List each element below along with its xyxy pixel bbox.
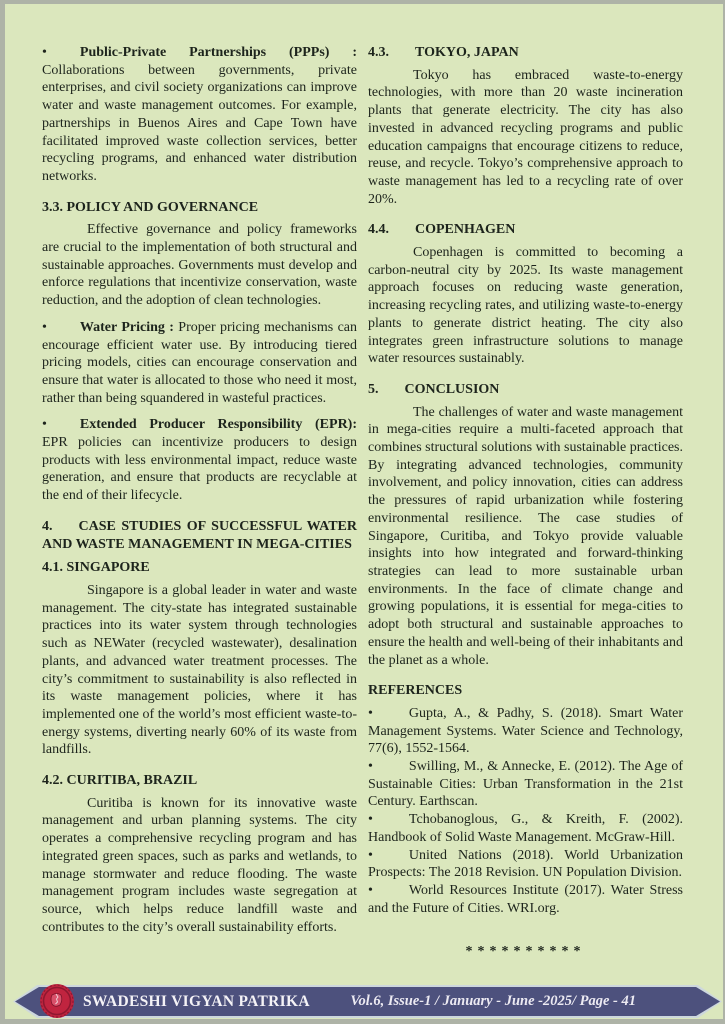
bullet-item-ppp: [42, 44, 357, 186]
section-title: COPENHAGEN: [415, 222, 516, 238]
bullet-marker: •: [368, 759, 373, 775]
section-number: 4.3.: [368, 45, 389, 60]
section-title: TOKYO, JAPAN: [415, 45, 519, 60]
reference-item: [368, 705, 683, 758]
bullet-marker: •: [42, 45, 47, 60]
footer-banner: [13, 985, 722, 1018]
bullet-item-water-pricing: [42, 319, 357, 408]
bullet-text: EPR policies can incentivize producers to design products with less environmental impact, reduce waste generation, and ensure that products are recyclable at the end of their lifecycle.: [42, 435, 357, 504]
page-body: [42, 44, 687, 975]
issue-page-info: Vol.6, Issue-1 / January - June -2025/ Page - 41: [350, 993, 636, 1009]
bullet-lead: Water Pricing :: [79, 319, 174, 335]
bullet-item-epr: [42, 416, 357, 505]
section-number: 5.: [368, 381, 379, 397]
section-number: 4.: [42, 518, 53, 534]
section-heading-3-3: 3.3. POLICY AND GOVERNANCE: [42, 199, 259, 215]
section-heading-4-3: [368, 44, 683, 62]
reference-item: [368, 882, 683, 917]
paragraph-curitiba: Curitiba is known for its innovative waste management and urban planning systems. The city operates a comprehensive recycling program and has integrated green spaces, such as parks and wetlands, to manage stormwater and reduce flooding. The waste management program includes waste segregation at source, which helps reduce landfill waste and contributes to the city’s overall sustainability efforts.: [42, 795, 357, 935]
bullet-marker: •: [368, 812, 373, 828]
reference-item: [368, 758, 683, 811]
reference-text: World Resources Institute (2017). Water Stress and the Future of Cities. WRI.org.: [368, 882, 683, 916]
bullet-text: Collaborations between governments, private enterprises, and civil society organizations can improve water and waste management outcomes. For example, partnerships in Buenos Aires and Cape Town have facilitated improved waste collection services, better recycling programs, and enhanced water distribution networks.: [42, 62, 357, 184]
journal-name: SWADESHI VIGYAN PATRIKA: [83, 992, 310, 1010]
reference-item: [368, 811, 683, 846]
section-heading-4: [42, 518, 357, 553]
reference-text: Gupta, A., & Padhy, S. (2018). Smart Water Management Systems. Water Science and Technology, 77(6), 1552-1564.: [368, 705, 683, 757]
bullet-marker: •: [368, 705, 373, 721]
paragraph-tokyo: Tokyo has embraced waste-to-energy technologies, with more than 20 waste incineration plants that generate electricity. The city has also invested in advanced recycling programs and public education campaigns that encourage citizens to reduce, reuse, and recycle. Tokyo’s comprehensive approach to waste management has led to a recycling rate of over 20%.: [368, 67, 683, 207]
journal-logo-icon: [39, 983, 75, 1019]
section-title: CONCLUSION: [404, 381, 500, 397]
bullet-text: Proper pricing mechanisms can encourage efficient water use. By introducing tiered pricing models, cities can encourage conservation and ensure that water is allocated to those who need it most, rather than being squandered in wasteful practices.: [42, 319, 358, 406]
section-heading-4-2: 4.2. CURITIBA, BRAZIL: [42, 773, 198, 789]
bullet-marker: •: [42, 319, 47, 335]
reference-item: [368, 847, 683, 882]
paragraph-conclusion: The challenges of water and waste management in mega-cities require a multi-faceted approach that combines structural solutions with sustainable practices. By integrating advanced technologies, community involvement, and policy innovation, cities can address the pressures of rapid urbanization while fostering environmental resilience. The case studies of Singapore, Curitiba, and Tokyo provide valuable insights into how integrated and forward-thinking strategies can lead to more sustainable urban environments. In the face of climate change and growing populations, it is essential for mega-cities to adopt both structural and sustainable approaches to ensure the health and well-being of their inhabitants and the planet as a whole.: [368, 404, 683, 668]
reference-text: United Nations (2018). World Urbanization Prospects: The 2018 Revision. UN Population Division.: [368, 847, 683, 881]
reference-text: Swilling, M., & Annecke, E. (2012). The Age of Sustainable Cities: Urban Transformation in the 21st Century. Earthscan.: [368, 759, 683, 810]
section-heading-5: [368, 381, 683, 399]
section-title: CASE STUDIES OF SUCCESSFUL WATER AND WASTE MANAGEMENT IN MEGA-CITIES: [42, 518, 357, 552]
bullet-marker: •: [368, 847, 373, 863]
right-column: [368, 44, 683, 975]
bullet-lead: Extended Producer Responsibility (EPR):: [79, 417, 357, 433]
journal-page: [5, 4, 723, 1019]
paragraph-policy: Effective governance and policy frameworks are crucial to the implementation of both structural and sustainable approaches. Governments must develop and enforce regulations that incentivize conservation, waste reduction, and the adoption of clean technologies.: [42, 222, 357, 309]
section-heading-4-4: [368, 221, 683, 239]
bullet-lead: Public-Private Partnerships (PPPs) :: [79, 45, 357, 60]
section-number: 4.4.: [368, 222, 389, 238]
bullet-marker: •: [368, 882, 373, 898]
bullet-marker: •: [42, 417, 47, 433]
left-column: [42, 44, 357, 975]
reference-text: Tchobanoglous, G., & Kreith, F. (2002). Handbook of Solid Waste Management. McGraw-Hill.: [368, 812, 683, 845]
references-heading: REFERENCES: [368, 683, 463, 699]
section-heading-4-1: 4.1. SINGAPORE: [42, 560, 150, 576]
paragraph-singapore: Singapore is a global leader in water and waste management. The city-state has integrated sustainable practices into its water system through technologies such as NEWater (recycled wastewater), desalination plants, and advanced water treatment processes. The city’s commitment to sustainability is also reflected in its waste management policies, where it has implemented one of the world’s most efficient waste-to-energy systems, diverting nearly 60% of its waste from landfills.: [42, 582, 357, 758]
footer-banner-content: [13, 985, 722, 1018]
paragraph-copenhagen: Copenhagen is committed to becoming a carbon-neutral city by 2025. Its waste management approach focuses on reducing waste generation, increasing recycling rates, and utilizing waste-to-energy plants to generate district heating. The city also integrates green infrastructure solutions to manage water resources sustainably.: [368, 245, 683, 367]
separator-stars: **********: [465, 944, 586, 960]
